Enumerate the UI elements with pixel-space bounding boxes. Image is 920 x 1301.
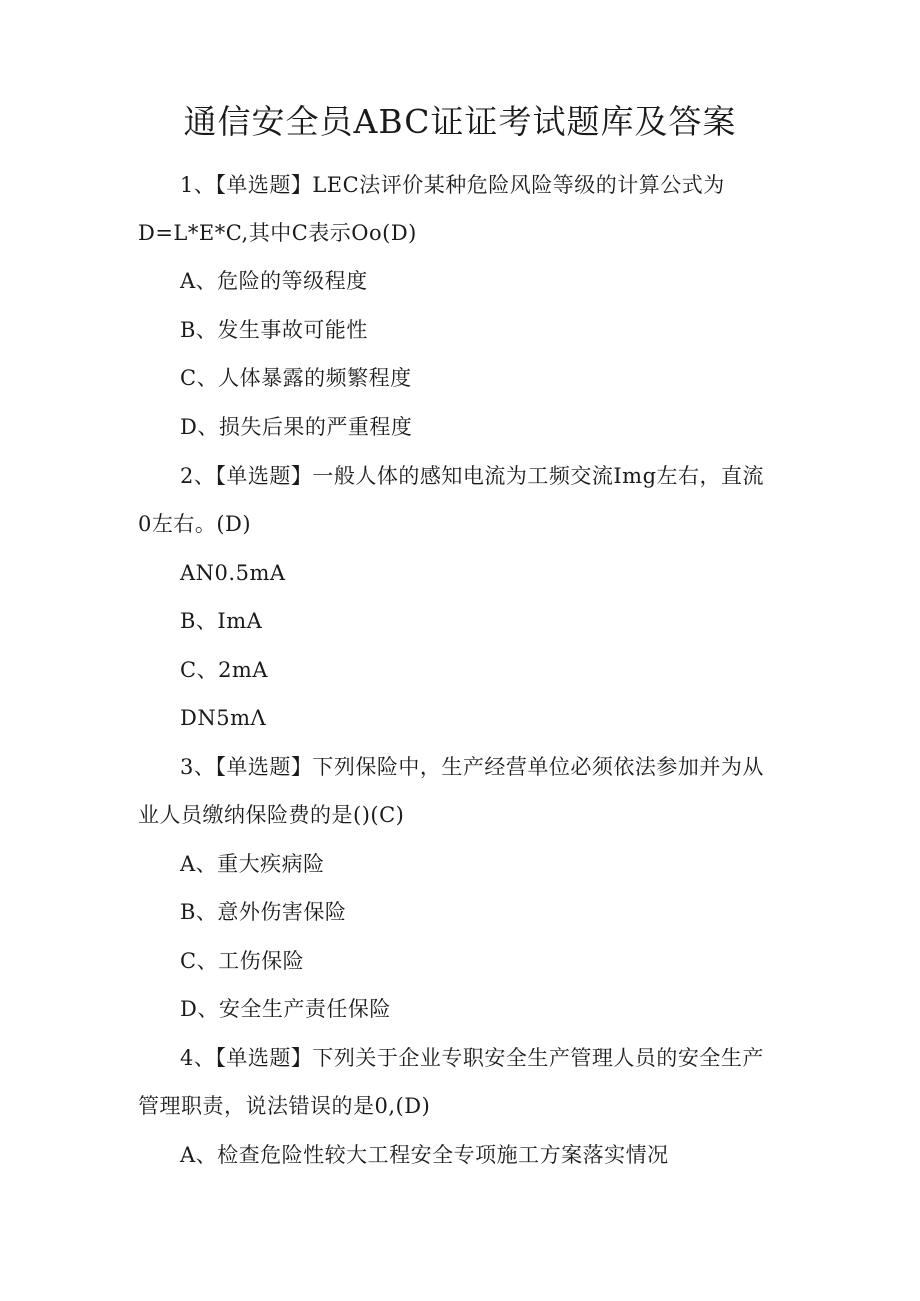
question-3-line-2: 业人员缴纳保险费的是()(C) xyxy=(138,803,405,827)
question-4-line-2: 管理职责，说法错误的是0,(D) xyxy=(138,1094,431,1118)
question-1-option-a: A、危险的等级程度 xyxy=(180,269,368,293)
question-3-option-b: B、意外伤害保险 xyxy=(180,900,347,924)
question-1-option-c: C、人体暴露的频繁程度 xyxy=(180,366,412,390)
question-3-option-c: C、工伤保险 xyxy=(180,949,305,973)
question-2-line-2: 0左右。(D) xyxy=(138,512,252,536)
question-4-option-a: A、检查危险性较大工程安全专项施工方案落实情况 xyxy=(180,1143,669,1167)
question-4-line-1: 4、【单选题】下列关于企业专职安全生产管理人员的安全生产 xyxy=(180,1046,764,1070)
question-3-option-d: D、安全生产责任保险 xyxy=(180,997,391,1021)
question-2-option-d: DN5mΛ xyxy=(180,706,267,730)
question-3-line-1: 3、【单选题】下列保险中，生产经营单位必须依法参加并为从 xyxy=(180,755,764,779)
question-3-option-a: A、重大疾病险 xyxy=(180,852,325,876)
question-2-line-1: 2、【单选题】一般人体的感知电流为工频交流Img左右，直流 xyxy=(180,464,765,488)
question-2-option-a: AN0.5mA xyxy=(180,561,286,585)
document-title: 通信安全员ABC证证考试题库及答案 xyxy=(183,102,737,141)
question-2-option-b: B、ImA xyxy=(180,609,263,633)
question-1-option-d: D、损失后果的严重程度 xyxy=(180,415,413,439)
question-1-line-2: D=L*E*C,其中C表示Oo(D) xyxy=(138,221,417,245)
question-1-option-b: B、发生事故可能性 xyxy=(180,318,368,342)
question-2-option-c: C、2mA xyxy=(180,658,269,682)
question-1-line-1: 1、【单选题】LEC法评价某种危险风险等级的计算公式为 xyxy=(180,173,725,197)
